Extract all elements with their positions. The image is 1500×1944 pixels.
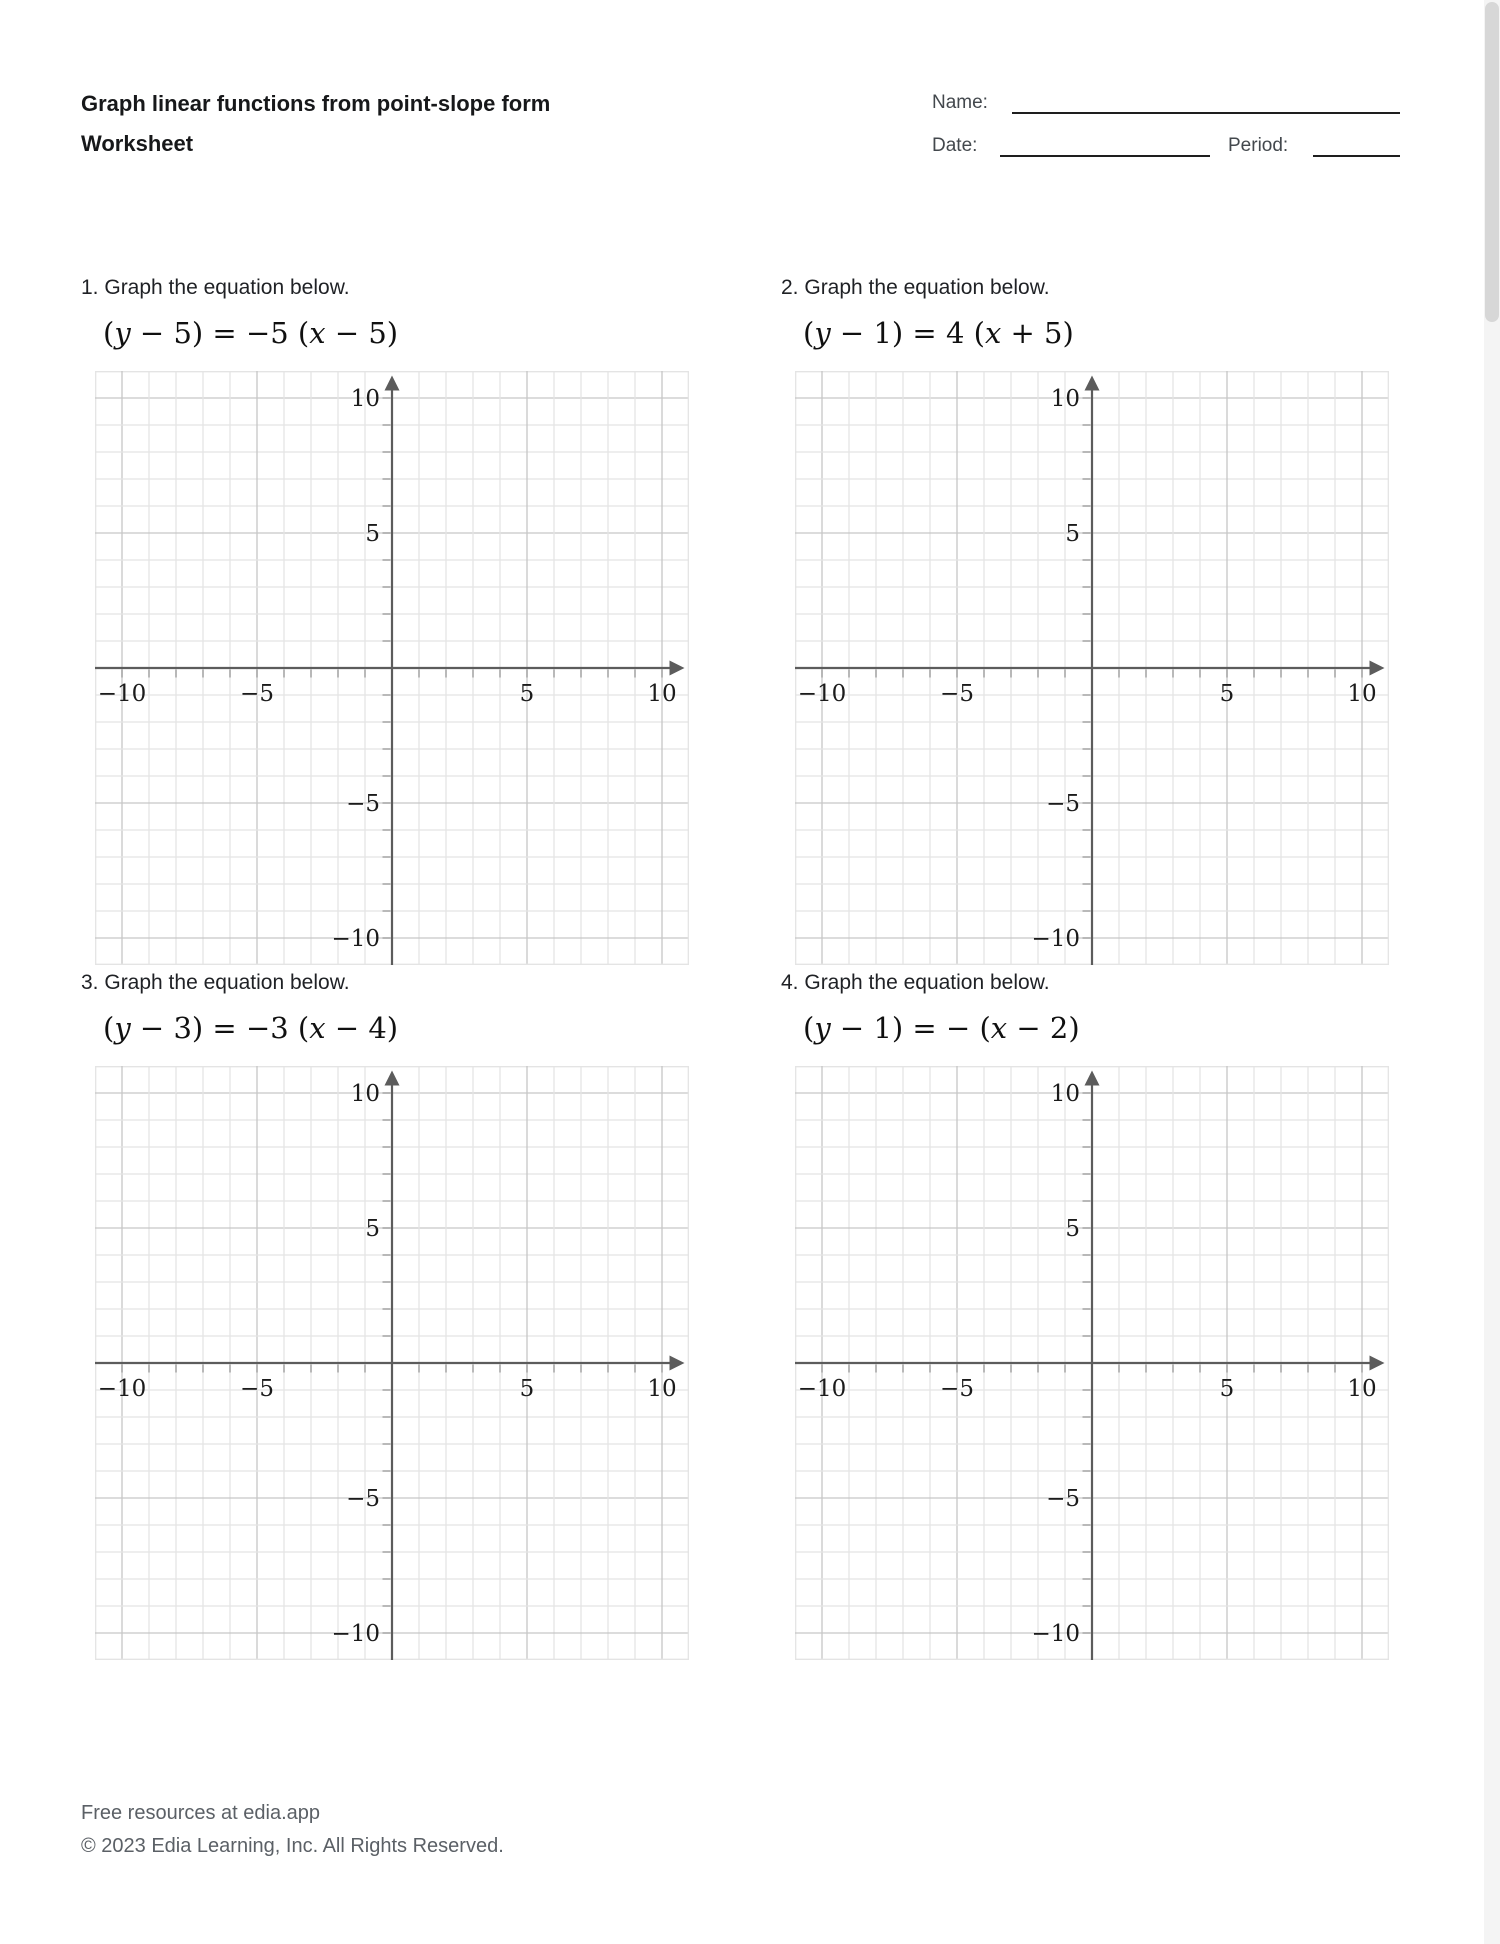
svg-text:5: 5 [365, 521, 380, 547]
name-label: Name: [932, 92, 988, 113]
svg-text:5: 5 [519, 681, 535, 707]
coordinate-grid [795, 371, 1389, 965]
problem-1-prompt-text: Graph the equation below. [104, 276, 350, 299]
problem-2-equation: (y − 1) = 4 (x + 5) [803, 316, 1074, 350]
svg-text:−5: −5 [240, 1376, 274, 1402]
svg-text:10: 10 [1347, 1376, 1377, 1402]
date-blank-line [1000, 155, 1210, 157]
coordinate-grid [95, 1066, 689, 1660]
problem-1-prompt [81, 276, 350, 300]
worksheet-title-line2: Worksheet [81, 131, 194, 156]
worksheet-title [81, 84, 550, 164]
svg-text:−10: −10 [97, 681, 147, 707]
problem-2 [781, 276, 1401, 976]
svg-text:5: 5 [1065, 521, 1080, 547]
problem-4-number: 4. [781, 971, 799, 994]
svg-text:−5: −5 [1046, 1486, 1080, 1512]
problem-2-prompt [781, 276, 1050, 300]
svg-text:10: 10 [350, 1081, 380, 1107]
problem-3 [81, 971, 701, 1671]
svg-text:−5: −5 [346, 791, 380, 817]
svg-text:10: 10 [647, 1376, 677, 1402]
svg-text:10: 10 [1050, 386, 1080, 412]
problem-2-prompt-text: Graph the equation below. [804, 276, 1050, 299]
problem-1 [81, 276, 701, 976]
problem-3-equation: (y − 3) = −3 (x − 4) [103, 1011, 399, 1045]
period-label: Period: [1228, 135, 1289, 156]
problem-3-prompt [81, 971, 350, 995]
svg-text:10: 10 [647, 681, 677, 707]
date-label: Date: [932, 135, 978, 156]
svg-text:−5: −5 [1046, 791, 1080, 817]
svg-text:−10: −10 [797, 681, 847, 707]
problem-3-prompt-text: Graph the equation below. [104, 971, 350, 994]
problem-2-number: 2. [781, 276, 799, 299]
svg-text:10: 10 [1347, 681, 1377, 707]
coordinate-grid [795, 1066, 1389, 1660]
problem-4 [781, 971, 1401, 1671]
svg-text:10: 10 [1050, 1081, 1080, 1107]
scrollbar-track[interactable] [1484, 0, 1500, 1944]
problem-4-prompt-text: Graph the equation below. [804, 971, 1050, 994]
problem-3-number: 3. [81, 971, 99, 994]
scrollbar-thumb[interactable] [1485, 2, 1499, 322]
footer-resources: Free resources at edia.app [81, 1802, 321, 1824]
problem-1-number: 1. [81, 276, 99, 299]
svg-text:−10: −10 [97, 1376, 147, 1402]
svg-text:−5: −5 [940, 1376, 974, 1402]
problem-1-equation: (y − 5) = −5 (x − 5) [103, 316, 399, 350]
svg-text:5: 5 [1219, 1376, 1235, 1402]
svg-text:−5: −5 [346, 1486, 380, 1512]
svg-text:5: 5 [365, 1216, 380, 1242]
svg-text:−10: −10 [1031, 1621, 1080, 1647]
worksheet-title-line1: Graph linear functions from point-slope form [81, 91, 551, 116]
svg-text:−5: −5 [240, 681, 274, 707]
svg-text:−10: −10 [797, 1376, 847, 1402]
problem-4-prompt [781, 971, 1050, 995]
coordinate-grid [95, 371, 689, 965]
svg-text:10: 10 [350, 386, 380, 412]
problem-4-equation: (y − 1) = − (x − 2) [803, 1011, 1080, 1045]
svg-text:−5: −5 [940, 681, 974, 707]
svg-text:−10: −10 [331, 1621, 380, 1647]
name-blank-line [1012, 112, 1400, 114]
footer-copyright: © 2023 Edia Learning, Inc. All Rights Reserved. [81, 1835, 504, 1857]
svg-text:5: 5 [1219, 681, 1235, 707]
svg-text:−10: −10 [1031, 926, 1080, 952]
period-blank-line [1313, 155, 1400, 157]
svg-text:5: 5 [519, 1376, 535, 1402]
svg-text:5: 5 [1065, 1216, 1080, 1242]
svg-text:−10: −10 [331, 926, 380, 952]
